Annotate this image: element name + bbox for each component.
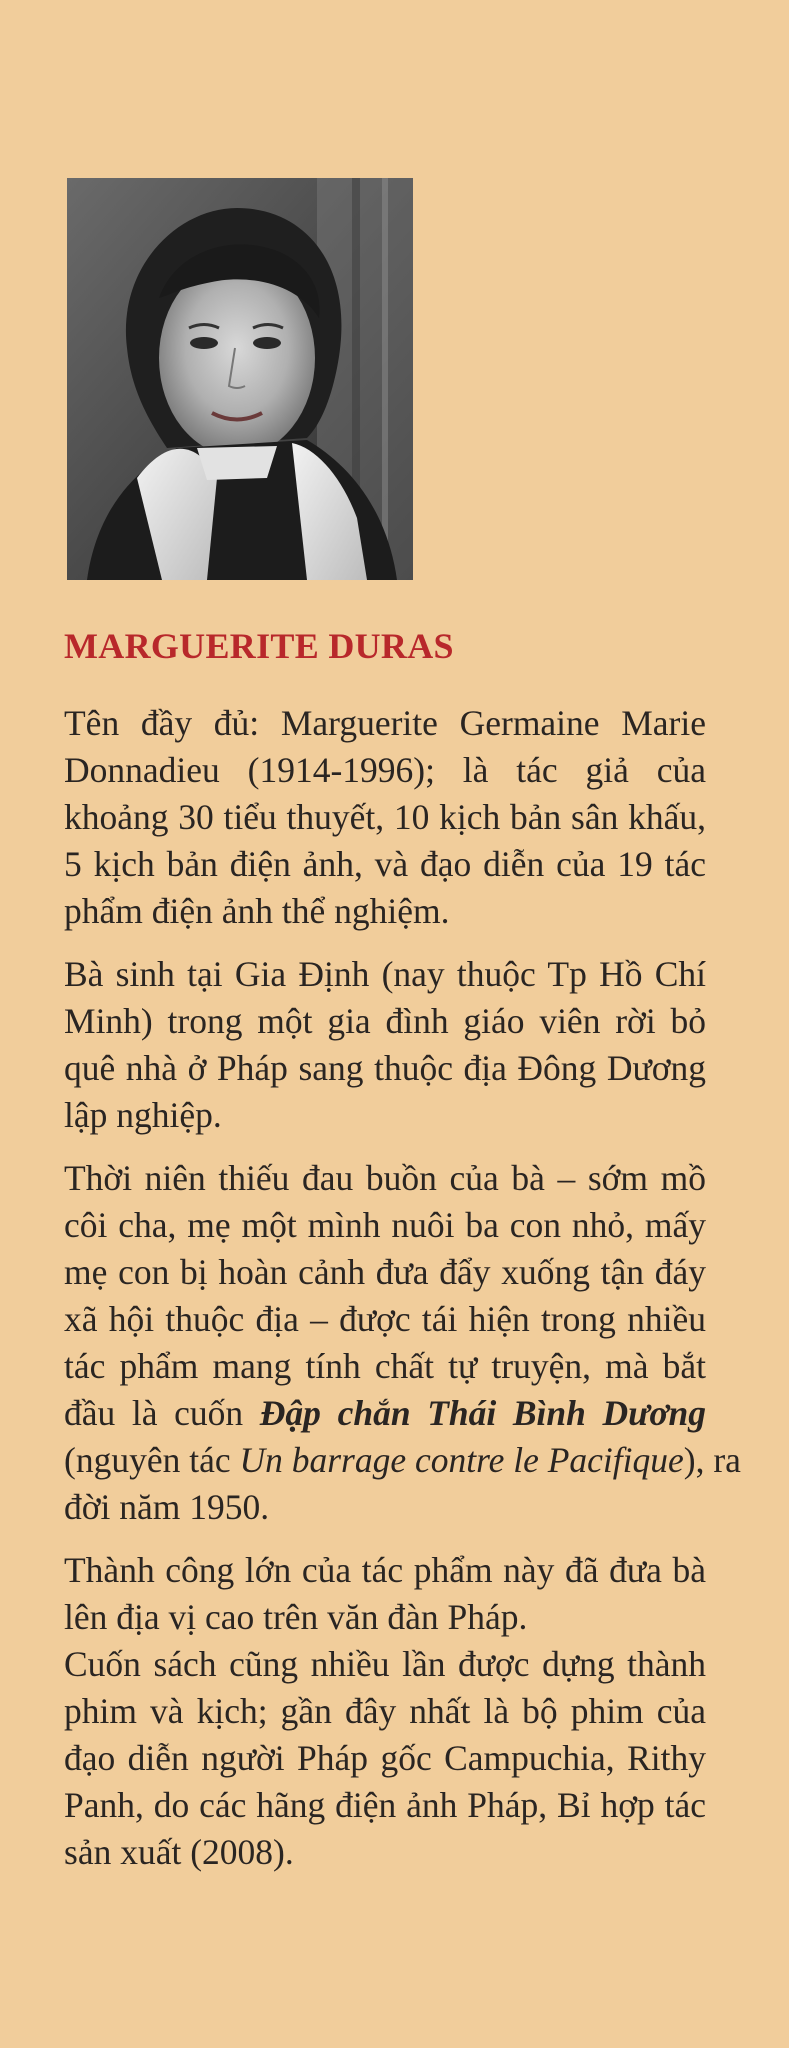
book-title-vietnamese: Đập chắn Thái Bình Dương: [259, 1393, 706, 1433]
bio-text-line: xã hội thuộc địa – được tái hiện trong nhiều: [64, 1299, 706, 1339]
bio-text-line: đạo diễn người Pháp gốc Campuchia, Rithy: [64, 1738, 706, 1778]
bio-paragraph-2: [64, 951, 706, 1139]
bio-text-line: phẩm điện ảnh thể nghiệm.: [64, 891, 450, 931]
author-photo: [67, 178, 413, 580]
bio-paragraph-1: [64, 700, 706, 935]
bio-text-line: sản xuất (2008).: [64, 1832, 294, 1872]
bio-text-fragment: (nguyên tác: [64, 1440, 240, 1480]
bio-text-line: Cuốn sách cũng nhiều lần được dựng thành: [64, 1644, 706, 1684]
bio-text-line: Thời niên thiếu đau buồn của bà – sớm mồ: [64, 1158, 706, 1198]
book-title-original: Un barrage contre le Pacifique: [239, 1440, 684, 1480]
author-biography: [64, 700, 741, 1892]
bio-text-line: Panh, do các hãng điện ảnh Pháp, Bỉ hợp tác: [64, 1785, 706, 1825]
bio-text-line: 5 kịch bản điện ảnh, và đạo diễn của 19 tác: [64, 844, 706, 884]
bio-paragraph-4: [64, 1547, 706, 1641]
bio-text-fragment: ), ra: [683, 1440, 741, 1480]
bio-text-line: đời năm 1950.: [64, 1487, 270, 1527]
bio-paragraph-3: [64, 1155, 741, 1531]
bio-text-fragment: đầu là cuốn: [64, 1393, 260, 1433]
bio-paragraph-5: [64, 1641, 706, 1876]
bio-text-line: Donnadieu (1914-1996); là tác giả của: [64, 750, 706, 790]
bio-text-line: lập nghiệp.: [64, 1095, 222, 1135]
bio-text-line: Minh) trong một gia đình giáo viên rời bỏ: [64, 1001, 706, 1041]
bio-text-line: Tên đầy đủ: Marguerite Germaine Marie: [64, 703, 706, 743]
bio-text-line: côi cha, mẹ một mình nuôi ba con nhỏ, mấy: [64, 1205, 706, 1245]
bio-text-line: lên địa vị cao trên văn đàn Pháp.: [64, 1597, 528, 1637]
bio-text-line: tác phẩm mang tính chất tự truyện, mà bắt: [64, 1346, 706, 1386]
bio-text-line: quê nhà ở Pháp sang thuộc địa Đông Dương: [64, 1048, 706, 1088]
bio-text-line-with-original-title: [64, 1437, 741, 1484]
bio-text-line: Thành công lớn của tác phẩm này đã đưa bà: [64, 1550, 706, 1590]
author-name: MARGUERITE DURAS: [64, 626, 454, 666]
bio-text-line: mẹ con bị hoàn cảnh đưa đẩy xuống tận đáy: [64, 1252, 706, 1292]
bio-text-line: Bà sinh tại Gia Định (nay thuộc Tp Hồ Chí: [64, 954, 706, 994]
bio-text-line: phim và kịch; gần đây nhất là bộ phim của: [64, 1691, 706, 1731]
bio-text-line-with-book-title: [64, 1390, 706, 1437]
author-portrait-image: [67, 178, 413, 580]
bio-text-line: khoảng 30 tiểu thuyết, 10 kịch bản sân khấu,: [64, 797, 706, 837]
